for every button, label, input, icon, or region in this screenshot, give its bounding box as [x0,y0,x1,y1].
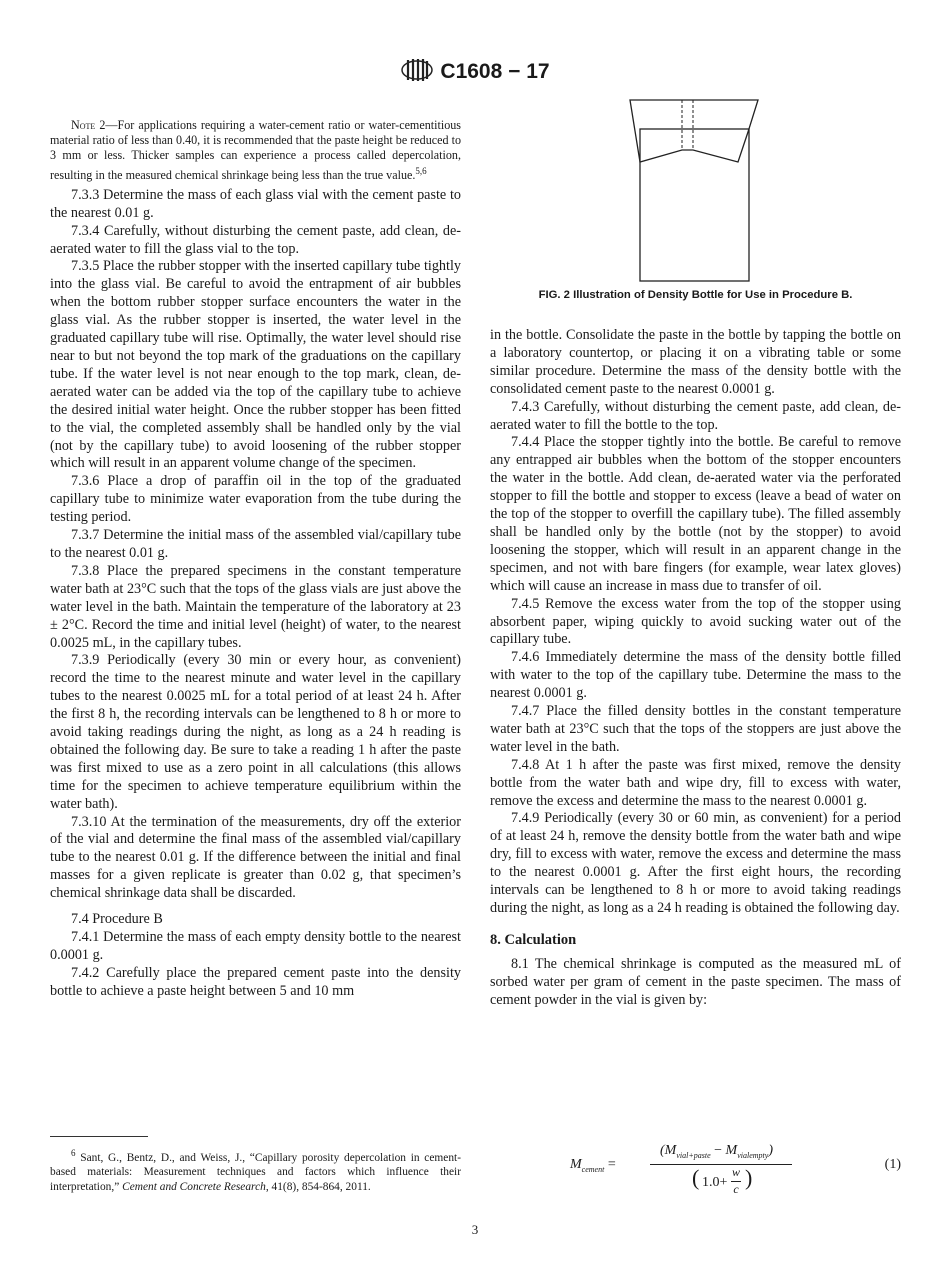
section-heading-calculation: 8. Calculation [490,931,577,948]
astm-logo-icon [400,56,434,84]
para-7-4-5: 7.4.5 Remove the excess water from the top of the stopper using absorbent paper, wiping quickly to avoid sucking water out of the capillary tube. [490,595,901,648]
para-7-4-8: 7.4.8 At 1 h after the paste was first mixed, remove the density bottle from the water bath and wipe dry, fill to excess with water, remove the excess and determine the mass to the nearest 0.0001 g. [490,756,901,809]
para-7-3-3: 7.3.3 Determine the mass of each glass vial with the cement paste to the nearest 0.01 g. [50,186,461,221]
para-8-1: 8.1 The chemical shrinkage is computed as the measured mL of sorbed water per gram of cement in the paste specimen. The mass of cement powder in the vial is given by: [490,955,901,1008]
para-7-4: 7.4 Procedure B [71,911,163,928]
footnote-6: $^6$ Sant, G., Bentz, D., and Weiss, J., “Capillary porosity depercolation in cement-based materials: Measurement techniques and factors which influence their interpretation,” Cement and Concrete Research, 41(8), 854-864, 2011. [50,1148,461,1193]
page-header [0,56,950,84]
para-7-3-5: 7.3.5 Place the rubber stopper with the inserted capillary tube tightly into the glass vial. Be careful to avoid the entrapment of air bubbles when the bottom rubber stopper surface encounters the water in the glass vial. As the rubber stopper is inserted, the water level in the graduated capillary tube will rise. Optimally, the water level should rise near to but not beyond the top mark of the graduations on the capillary tube. If the water level is not near enough to the top mark, clean, de-aerated water can be added via the top of the capillary tube to achieve the desired initial water height. Once the rubber stopper has been fitted to the vial, the completed assembly shall be handled only by the vial (not by the capillary tube) to avoid loosening of the rubber stopper which will result in an apparent volume change of the specimen. [50,258,461,472]
para-7-4-6: 7.4.6 Immediately determine the mass of the density bottle filled with water to the top of the capillary tube. Determine the mass to the nearest 0.0001 g. [490,649,901,702]
equation-number: (1) [884,1157,901,1172]
right-column [490,327,901,1010]
para-7-4-4: 7.4.4 Place the stopper tightly into the bottle. Be careful to remove any entrapped air bubbles when the bottom of the stopper encounters the water in the bottle. Add clean, de-aerated water via the perforated stopper to fill the bottle and stopper to excess (leave a bead of water on the top of the stopper to overfill the capillary tube). The filled assembly shall be handled only by the bottle (not by the stopper) to avoid loosening the stopper, which will result in an apparent change in the specimen, and not with bare fingers (for example, wear latex gloves) which will cause an increase in mass due to transfer of oil. [490,434,901,594]
page-number: 3 [471,1222,479,1237]
para-7-3-4: 7.3.4 Carefully, without disturbing the cement paste, add clean, de-aerated water to fill the glass vial to the top. [50,222,461,257]
para-7-4-2: 7.4.2 Carefully place the prepared cement paste into the density bottle to achieve a paste height between 5 and 10 mm [50,964,461,999]
figure-caption: FIG. 2 Illustration of Density Bottle for Use in Procedure B. [538,289,853,301]
footnote-rule [50,1136,148,1137]
left-column [50,118,461,1001]
para-7-3-7: 7.3.7 Determine the initial mass of the assembled vial/capillary tube to the nearest 0.01 g. [50,527,461,561]
para-7-3-6: 7.3.6 Place a drop of paraffin oil in the top of the graduated capillary tube to minimize water evaporation from the tube during the testing period. [50,473,461,526]
equation-1: $M_{cement}$ = $(M_{vial+paste} - M_{vialempty})$ ( 1.0+ w c ) (1) [570,1143,901,1196]
para-7-3-9: 7.3.9 Periodically (every 30 min or every hour, as convenient) record the time to the nearest minute and water level in the capillary tubes to the nearest 0.0025 mL for a total period of at least 24 h. After the first 8 h, the recording intervals can be lengthened to 8 h or more to avoid taking readings during the night, as long as a 24 h reading is obtained the following day. Be sure to take a reading 1 h after the paste was first mixed to use as a zero point in all calculations (this allows time for the specimen to achieve temperature equilibrium within the water bath). [50,652,461,812]
para-7-4-9: 7.4.9 Periodically (every 30 or 60 min, as convenient) for a period of at least 24 h, remove the density bottle from the water bath and wipe dry, fill to excess with water, remove the excess and determine the mass to the nearest 0.0001 g. After the first eight hours, the recording intervals can be lengthened to 8 h or more to avoid taking readings during the night, as long as a 24 h reading is obtained the following day. [490,810,901,916]
para-7-4-2-cont: in the bottle. Consolidate the paste in the bottle by tapping the bottle on a laboratory countertop, or placing it on a vibrating table or some similar procedure. Determine the mass of the density bottle with the consolidated cement paste to the nearest 0.0001 g. [490,327,901,397]
note-2: Note 2—For applications requiring a water-cement ratio or water-cementitious material ratio of less than 0.40, it is recommended that the paste height be reduced to 3 mm or less. Thicker samples can experience a process called depercolation, resulting in the measured chemical shrinkage being less than the true value.$^{5,6}$ [50,118,461,182]
para-7-4-1: 7.4.1 Determine the mass of each empty density bottle to the nearest 0.0001 g. [50,929,461,963]
para-7-4-7: 7.4.7 Place the filled density bottles in the constant temperature water bath at 23°C such that the tops of the stoppers are just above the water level in the bath. [490,703,901,755]
standard-designation: C1608 − 17 [440,60,550,83]
density-bottle-figure [620,95,790,285]
para-7-4-3: 7.4.3 Carefully, without disturbing the cement paste, add clean, de-aerated water to fill the bottle to the top. [490,398,901,433]
para-7-3-10: 7.3.10 At the termination of the measurements, dry off the exterior of the vial and determine the final mass of the assembled vial/capillary tube to the nearest 0.01 g. If the difference between the initial and final masses for a given replicate is greater than 0.02 g, that specimen’s chemical shrinkage data shall be discarded. [50,813,461,902]
para-7-3-8: 7.3.8 Place the prepared specimens in the constant temperature water bath at 23°C such that the tops of the glass vials are just above the water level in the bath. Maintain the temperature of the laboratory at 23 ± 2°C. Record the time and initial level (height) of water, to the nearest 0.0025 mL, in the capillary tubes. [50,562,461,651]
